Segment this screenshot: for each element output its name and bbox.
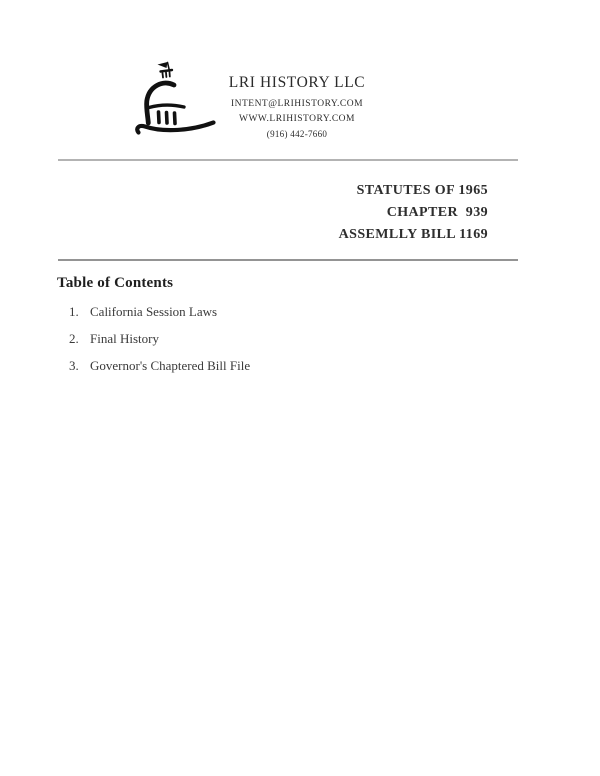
email-text: INTENT@LRIHISTORY.COM <box>230 99 364 109</box>
chapter-line: CHAPTER 939 <box>386 205 488 220</box>
toc-item-label: Final History <box>90 331 159 346</box>
divider-top <box>58 159 518 161</box>
toc-item <box>69 330 250 357</box>
toc-item-label: Governor's Chaptered Bill File <box>90 358 251 373</box>
divider-bottom <box>58 259 518 261</box>
toc-item-label: California Session Laws <box>90 304 218 319</box>
toc-list <box>69 303 250 384</box>
toc-item-number: 2. <box>69 331 79 346</box>
reference-block <box>339 180 488 246</box>
letterhead-text <box>218 74 376 142</box>
toc-item <box>69 357 250 384</box>
toc-item-number: 3. <box>69 358 79 373</box>
company-name: LRI HISTORY LLC <box>228 74 366 91</box>
phone-text: (916) 442-7660 <box>266 129 328 139</box>
capitol-logo-icon <box>133 56 218 141</box>
statutes-line: STATUTES OF 1965 <box>356 183 488 198</box>
assembly-bill-line: ASSEMLLY BILL 1169 <box>338 227 488 242</box>
toc-item <box>69 303 250 330</box>
toc-heading: Table of Contents <box>57 275 174 291</box>
toc-item-number: 1. <box>69 304 79 319</box>
website-text: WWW.LRIHISTORY.COM <box>239 114 355 124</box>
